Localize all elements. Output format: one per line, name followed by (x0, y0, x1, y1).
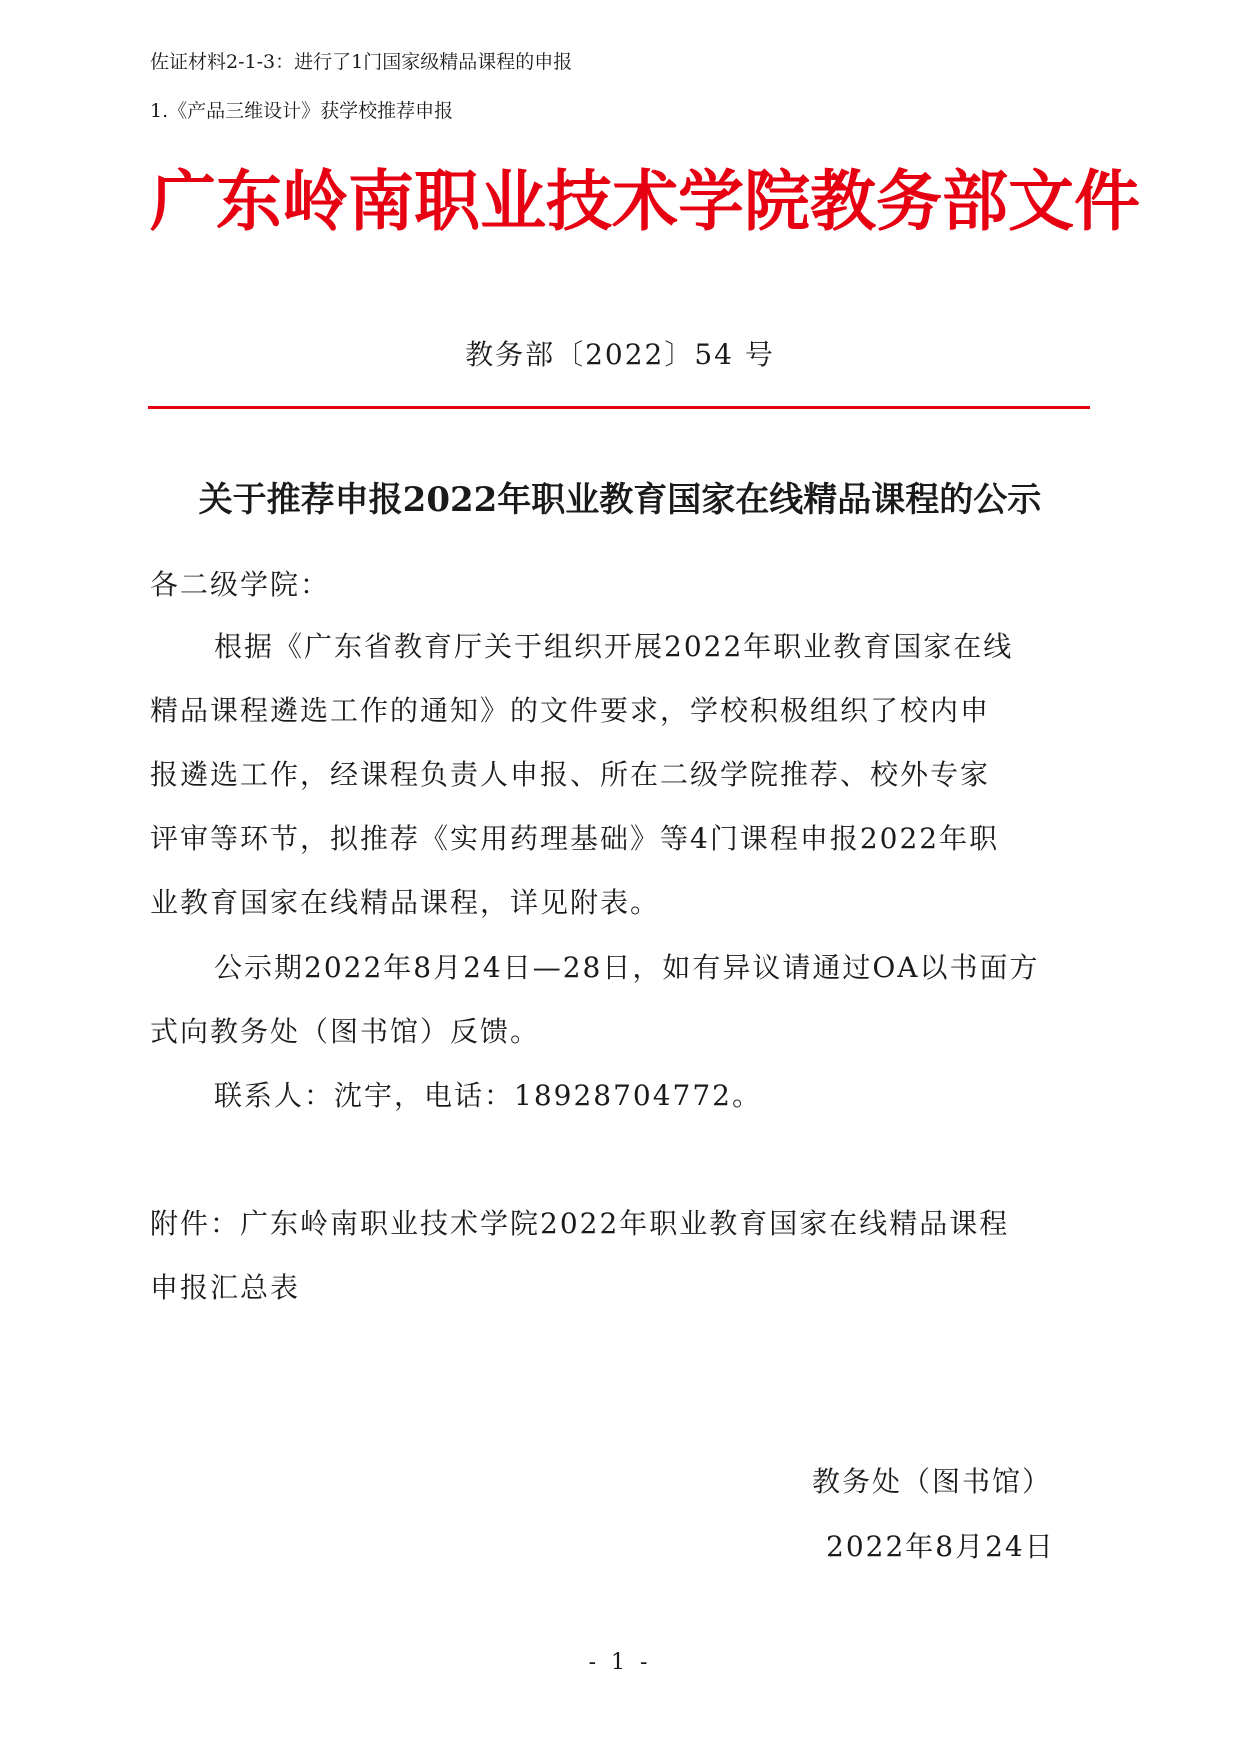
signature-organization: 教务处（图书馆） (812, 1465, 1053, 1498)
attachment-line: 申报汇总表 (150, 1271, 301, 1304)
evidence-note: 佐证材料2-1-3：进行了1门国家级精品课程的申报 (150, 51, 573, 73)
attachment-line: 附件：广东岭南职业技术学院2022年职业教育国家在线精品课程 (150, 1207, 1010, 1240)
document-number: 教务部〔2022〕54 号 (465, 338, 775, 371)
paragraph-line: 根据《广东省教育厅关于组织开展2022年职业教育国家在线 (214, 630, 1014, 663)
contact-line: 联系人：沈宇，电话：18928704772。 (214, 1079, 762, 1112)
paragraph-line: 评审等环节，拟推荐《实用药理基础》等4门课程申报2022年职 (150, 822, 1000, 855)
salutation: 各二级学院： (150, 568, 331, 601)
masthead-title: 广东岭南职业技术学院教务部文件 (150, 163, 1140, 240)
page-number: - 1 - (588, 1650, 652, 1675)
red-divider-line (148, 406, 1090, 409)
paragraph-line: 业教育国家在线精品课程，详见附表。 (150, 886, 661, 919)
course-note: 1.《产品三维设计》获学校推荐申报 (150, 100, 454, 122)
notice-title: 关于推荐申报2022年职业教育国家在线精品课程的公示 (198, 480, 1042, 520)
paragraph-line: 报遴选工作，经课程负责人申报、所在二级学院推荐、校外专家 (150, 758, 991, 791)
paragraph-line: 精品课程遴选工作的通知》的文件要求，学校积极组织了校内申 (150, 694, 991, 727)
publicity-period-line: 式向教务处（图书馆）反馈。 (150, 1015, 541, 1048)
signature-date: 2022年8月24日 (826, 1530, 1055, 1563)
publicity-period-line: 公示期2022年8月24日—28日，如有异议请通过OA以书面方 (214, 951, 1040, 984)
